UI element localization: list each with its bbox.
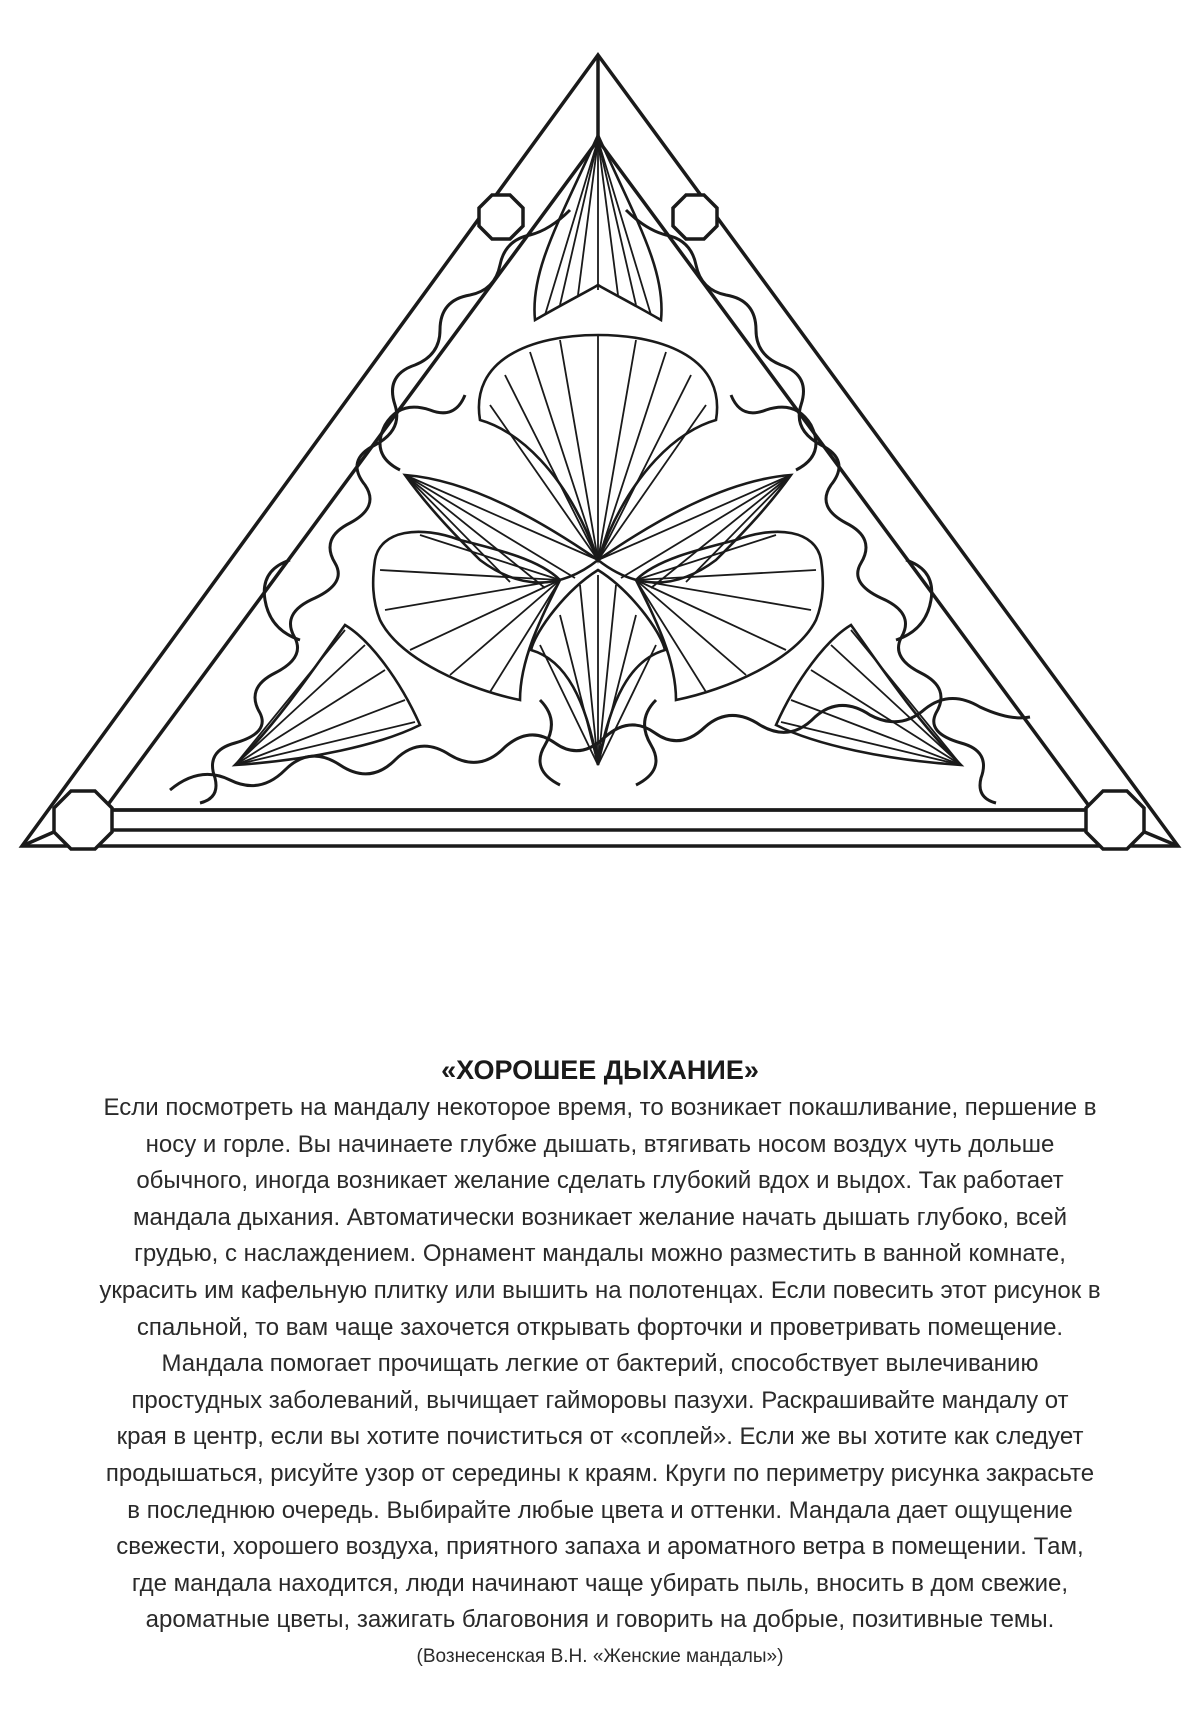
body-line: носу и горле. Вы начинаете глубже дышать, втягивать носом воздух чуть дольше xyxy=(145,1130,1055,1158)
body-line: свежести, хорошего воздуха, приятного запаха и ароматного ветра в помещении. Там, xyxy=(116,1533,1084,1561)
article xyxy=(0,1050,1200,1673)
string-art-petals xyxy=(235,135,961,765)
body-line: Если посмотреть на мандалу некоторое время, то возникает покашливание, першение в xyxy=(103,1094,1097,1121)
wavy-ornament xyxy=(170,210,1030,803)
body-line: Мандала помогает прочищать легкие от бактерий, способствует вылечиванию xyxy=(161,1350,1039,1378)
body-line: простудных заболеваний, вычищает гайморовы пазухи. Раскрашивайте мандалу от xyxy=(131,1386,1069,1414)
octagon-top-left xyxy=(479,195,523,239)
article-title: «ХОРОШЕЕ ДЫХАНИЕ» xyxy=(441,1055,759,1085)
octagon-bottom-right xyxy=(1086,791,1144,849)
body-line: грудью, с наслаждением. Орнамент мандалы можно разместить в ванной комнате, xyxy=(134,1240,1066,1268)
body-line: края в центр, если вы хотите почиститься от «соплей». Если же вы хотите как следует xyxy=(116,1423,1084,1451)
body-line: ароматные цветы, зажигать благовония и говорить на добрые, позитивные темы. xyxy=(145,1606,1055,1634)
body-line: продышаться, рисуйте узор от середины к краям. Круги по периметру рисунка закрасьте xyxy=(105,1459,1095,1487)
body-line: обычного, иногда возникает желание сделать глубокий вдох и выдох. Так работает xyxy=(136,1167,1064,1195)
body-line: украсить им кафельную плитку или вышить на полотенцах. Если повесить этот рисунок в xyxy=(99,1276,1101,1304)
article-body xyxy=(15,1090,1185,1639)
body-line: где мандала находится, люди начинают чаще убирать пыль, вносить в дом свежие, xyxy=(131,1569,1069,1597)
octagon-bottom-left xyxy=(54,791,112,849)
body-line: спальной, то вам чаще захочется открывать форточки и проветривать помещение. xyxy=(136,1313,1064,1341)
body-line: в последнюю очередь. Выбирайте любые цвета и оттенки. Мандала дает ощущение xyxy=(127,1496,1073,1524)
outer-triangle xyxy=(22,55,1178,846)
body-line: мандала дыхания. Автоматически возникает желание начать дышать глубоко, всей xyxy=(132,1203,1068,1231)
octagon-top-right xyxy=(673,195,717,239)
citation: (Вознесенская В.Н. «Женские мандалы») xyxy=(416,1645,784,1667)
